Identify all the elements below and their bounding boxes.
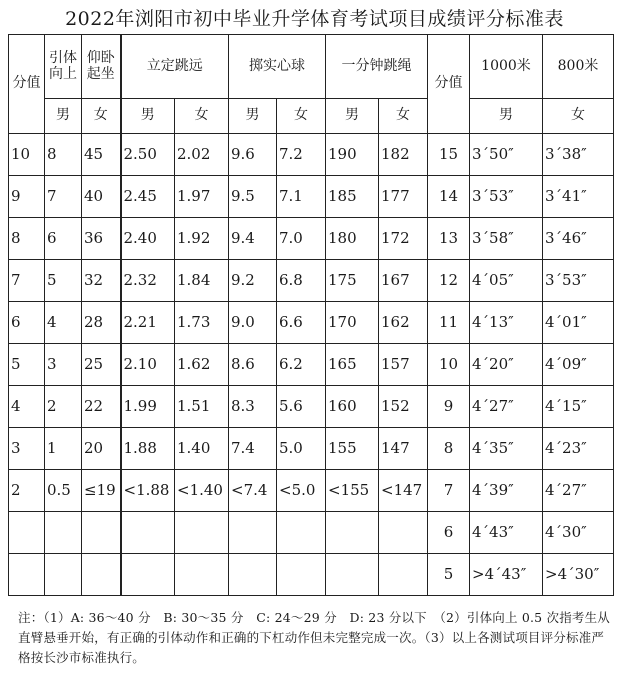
gender-male: 男 [326, 99, 379, 134]
longjump-male-cell [121, 512, 175, 554]
ball-male-cell: 9.6 [229, 134, 277, 176]
ball-header: 掷实心球 [229, 35, 326, 99]
pullup-male-cell [45, 512, 82, 554]
run1000-male-cell: 4´05″ [470, 260, 543, 302]
rope-header: 一分钟跳绳 [326, 35, 428, 99]
rope-female-cell: 167 [379, 260, 428, 302]
score2-cell: 6 [428, 512, 470, 554]
rope-female-cell: 182 [379, 134, 428, 176]
run800-female-cell: 3´46″ [543, 218, 614, 260]
run1000-male-cell: >4´43″ [470, 554, 543, 596]
run1000-male-cell: 3´58″ [470, 218, 543, 260]
table-row [9, 302, 614, 344]
situp-female-cell: 20 [82, 428, 121, 470]
longjump-male-cell: 2.21 [121, 302, 175, 344]
longjump-female-cell: <1.40 [175, 470, 229, 512]
longjump-male-cell: 2.40 [121, 218, 175, 260]
table-row [9, 470, 614, 512]
longjump-female-cell: 1.62 [175, 344, 229, 386]
ball-female-cell: 7.2 [277, 134, 326, 176]
table-row [9, 134, 614, 176]
run800-female-cell: 3´53″ [543, 260, 614, 302]
score-cell: 8 [9, 218, 45, 260]
pullup-male-cell: 8 [45, 134, 82, 176]
score-cell: 7 [9, 260, 45, 302]
table-row [9, 512, 614, 554]
longjump-male-cell: 1.88 [121, 428, 175, 470]
score-cell: 6 [9, 302, 45, 344]
situp-header: 仰卧起坐 [82, 35, 121, 99]
run800-header: 800米 [543, 35, 614, 99]
gender-female: 女 [175, 99, 229, 134]
score-cell: 2 [9, 470, 45, 512]
table-row [9, 554, 614, 596]
score2-cell: 8 [428, 428, 470, 470]
ball-male-cell [229, 512, 277, 554]
ball-male-cell: <7.4 [229, 470, 277, 512]
longjump-female-cell: 1.92 [175, 218, 229, 260]
pullup-male-cell: 7 [45, 176, 82, 218]
situp-female-cell: 36 [82, 218, 121, 260]
rope-female-cell: 162 [379, 302, 428, 344]
run800-female-cell: >4´30″ [543, 554, 614, 596]
run1000-header: 1000米 [470, 35, 543, 99]
ball-male-cell: 9.5 [229, 176, 277, 218]
score-cell: 3 [9, 428, 45, 470]
gender-male: 男 [470, 99, 543, 134]
rope-female-cell: <147 [379, 470, 428, 512]
ball-male-cell: 9.2 [229, 260, 277, 302]
pullup-header: 引体向上 [45, 35, 82, 99]
situp-female-cell: ≤19 [82, 470, 121, 512]
situp-female-cell: 28 [82, 302, 121, 344]
footnote: 注：（1）A: 36～40 分 B: 30～35 分 C: 24～29 分 D: 23 分以下 （2）引体向上 0.5 次指考生从直臂悬垂开始，有正确的引体动作和正确的下杠动作但未完整完成一次。（3）以上各测试项目评分标准严格按长沙市标准执行。 [18, 610, 611, 665]
pullup-male-cell: 4 [45, 302, 82, 344]
situp-female-cell [82, 512, 121, 554]
rope-female-cell [379, 512, 428, 554]
rope-male-cell: 185 [326, 176, 379, 218]
ball-female-cell: 6.2 [277, 344, 326, 386]
rope-female-cell: 177 [379, 176, 428, 218]
longjump-female-cell [175, 554, 229, 596]
rope-male-cell: 175 [326, 260, 379, 302]
longjump-header: 立定跳远 [121, 35, 229, 99]
run800-female-cell: 3´38″ [543, 134, 614, 176]
pullup-male-cell: 3 [45, 344, 82, 386]
score-cell: 10 [9, 134, 45, 176]
run1000-male-cell: 3´50″ [470, 134, 543, 176]
run1000-male-cell: 4´27″ [470, 386, 543, 428]
ball-male-cell: 9.0 [229, 302, 277, 344]
score2-cell: 11 [428, 302, 470, 344]
run800-female-cell: 4´09″ [543, 344, 614, 386]
pullup-male-cell: 5 [45, 260, 82, 302]
rope-male-cell: 155 [326, 428, 379, 470]
longjump-male-cell: 2.45 [121, 176, 175, 218]
score2-cell: 10 [428, 344, 470, 386]
situp-female-cell [82, 554, 121, 596]
rope-female-cell: 152 [379, 386, 428, 428]
table-row [9, 428, 614, 470]
rope-male-cell: 165 [326, 344, 379, 386]
score2-cell: 14 [428, 176, 470, 218]
ball-female-cell: 7.1 [277, 176, 326, 218]
gender-male: 男 [121, 99, 175, 134]
ball-female-cell: 6.8 [277, 260, 326, 302]
ball-female-cell: 5.6 [277, 386, 326, 428]
header-row [9, 35, 614, 99]
rope-female-cell: 172 [379, 218, 428, 260]
pullup-male-cell: 0.5 [45, 470, 82, 512]
longjump-female-cell: 1.73 [175, 302, 229, 344]
ball-male-cell: 9.4 [229, 218, 277, 260]
run1000-male-cell: 4´39″ [470, 470, 543, 512]
table-row [9, 260, 614, 302]
ball-male-cell: 8.3 [229, 386, 277, 428]
score2-cell: 13 [428, 218, 470, 260]
pullup-male-cell: 6 [45, 218, 82, 260]
run800-female-cell: 4´01″ [543, 302, 614, 344]
longjump-female-cell: 1.97 [175, 176, 229, 218]
run1000-male-cell: 4´20″ [470, 344, 543, 386]
score-cell [9, 512, 45, 554]
score-cell: 9 [9, 176, 45, 218]
run800-female-cell: 3´41″ [543, 176, 614, 218]
situp-female-cell: 25 [82, 344, 121, 386]
rope-male-cell: <155 [326, 470, 379, 512]
gender-female: 女 [277, 99, 326, 134]
score2-cell: 5 [428, 554, 470, 596]
score-cell: 5 [9, 344, 45, 386]
longjump-female-cell [175, 512, 229, 554]
longjump-female-cell: 1.51 [175, 386, 229, 428]
gender-row [9, 99, 614, 134]
run1000-male-cell: 4´43″ [470, 512, 543, 554]
gender-female: 女 [82, 99, 121, 134]
table-row [9, 218, 614, 260]
longjump-male-cell: <1.88 [121, 470, 175, 512]
ball-female-cell [277, 554, 326, 596]
run800-female-cell: 4´15″ [543, 386, 614, 428]
ball-male-cell: 7.4 [229, 428, 277, 470]
score2-cell: 15 [428, 134, 470, 176]
run800-female-cell: 4´23″ [543, 428, 614, 470]
pullup-male-cell: 2 [45, 386, 82, 428]
situp-female-cell: 40 [82, 176, 121, 218]
score2-cell: 9 [428, 386, 470, 428]
score2-cell: 7 [428, 470, 470, 512]
run1000-male-cell: 4´35″ [470, 428, 543, 470]
situp-female-cell: 22 [82, 386, 121, 428]
longjump-female-cell: 2.02 [175, 134, 229, 176]
ball-male-cell: 8.6 [229, 344, 277, 386]
longjump-male-cell: 1.99 [121, 386, 175, 428]
table-row [9, 344, 614, 386]
situp-female-cell: 45 [82, 134, 121, 176]
page-title: 2022年浏阳市初中毕业升学体育考试项目成绩评分标准表 [65, 8, 564, 30]
gender-female: 女 [379, 99, 428, 134]
rope-female-cell: 157 [379, 344, 428, 386]
ball-female-cell: <5.0 [277, 470, 326, 512]
score-cell [9, 554, 45, 596]
run800-female-cell: 4´30″ [543, 512, 614, 554]
situp-female-cell: 32 [82, 260, 121, 302]
score-cell: 4 [9, 386, 45, 428]
run1000-male-cell: 3´53″ [470, 176, 543, 218]
rope-male-cell [326, 512, 379, 554]
score2-cell: 12 [428, 260, 470, 302]
gender-male: 男 [229, 99, 277, 134]
ball-female-cell: 5.0 [277, 428, 326, 470]
ball-female-cell: 7.0 [277, 218, 326, 260]
rope-male-cell: 190 [326, 134, 379, 176]
score-header: 分值 [9, 35, 45, 134]
longjump-female-cell: 1.40 [175, 428, 229, 470]
run1000-male-cell: 4´13″ [470, 302, 543, 344]
table-row [9, 386, 614, 428]
rope-female-cell [379, 554, 428, 596]
ball-male-cell [229, 554, 277, 596]
score-table [8, 34, 614, 596]
pullup-male-cell: 1 [45, 428, 82, 470]
longjump-female-cell: 1.84 [175, 260, 229, 302]
rope-male-cell: 170 [326, 302, 379, 344]
rope-male-cell [326, 554, 379, 596]
rope-male-cell: 180 [326, 218, 379, 260]
longjump-male-cell: 2.10 [121, 344, 175, 386]
score2-header: 分值 [428, 35, 470, 134]
table-row [9, 176, 614, 218]
pullup-male-cell [45, 554, 82, 596]
longjump-male-cell: 2.32 [121, 260, 175, 302]
ball-female-cell [277, 512, 326, 554]
gender-female: 女 [543, 99, 614, 134]
run800-female-cell: 4´27″ [543, 470, 614, 512]
longjump-male-cell [121, 554, 175, 596]
rope-male-cell: 160 [326, 386, 379, 428]
ball-female-cell: 6.6 [277, 302, 326, 344]
rope-female-cell: 147 [379, 428, 428, 470]
gender-male: 男 [45, 99, 82, 134]
longjump-male-cell: 2.50 [121, 134, 175, 176]
